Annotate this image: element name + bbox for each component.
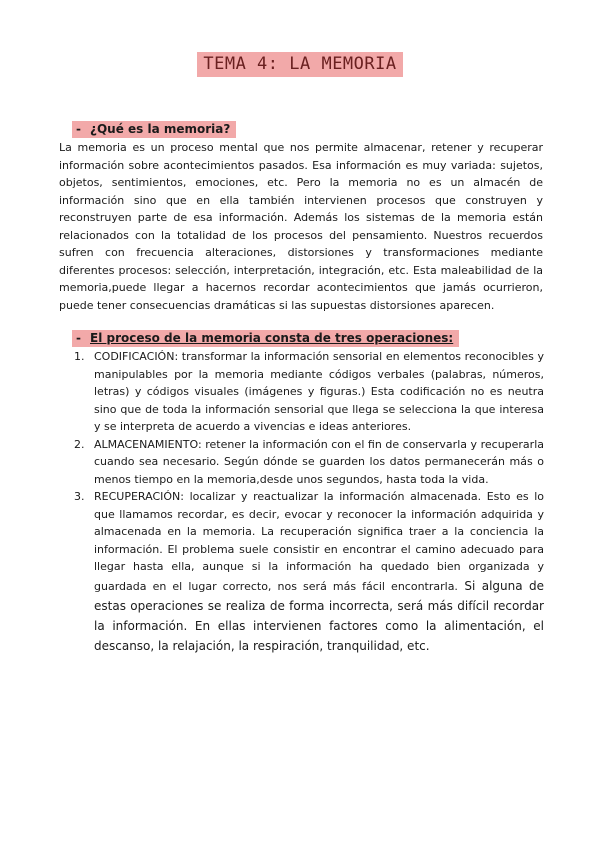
- list-item-number: 3.: [74, 490, 85, 503]
- section2-dash: -: [76, 331, 81, 345]
- list-item: [74, 488, 544, 656]
- list-item-number: 1.: [74, 350, 85, 363]
- list-item: [74, 436, 544, 489]
- list-item: [74, 348, 544, 436]
- list-item-text: RECUPERACIÓN: localizar y reactualizar la información almacenada. Esto es lo que llamamos recordar, es decir, evocar y reconocer la información adquirida y almacenada en la memoria. La recuperación significa traer a la conciencia la información. El problema suele consistir en encontrar el camino adecuado para llegar hasta ella, aunque si la información ha quedado bien organizada y guardada en el lugar correcto, nos será más fácil encontrarla.: [94, 490, 544, 593]
- list-item-number: 2.: [74, 437, 85, 451]
- list-item-text: ALMACENAMIENTO: retener la información con el fin de conservarla y recuperarla cuando sea necesario. Según dónde se guarden los datos permanecerán más o menos tiempo en la memoria,desde unos segundos, hasta toda la vida.: [94, 437, 544, 486]
- section2-heading: [72, 330, 459, 347]
- section1-body: La memoria es un proceso mental que nos permite almacenar, retener y recuperar información sobre acontecimientos pasados. Esa información es muy variada: sujetos, objetos, sentimientos, emociones, etc. Pero la memoria no es un almacén de información sino que en ella también intervienen procesos que construyen y reconstruyen parte de esa información. Además los sistemas de la memoria están relacionados con la totalidad de los procesos del pensamiento. Nuestros recuerdos sufren con frecuencia alteraciones, distorsiones y transformaciones mediante diferentes procesos: selección, interpretación, integración, etc. Esta maleabilidad de la memoria,puede llegar a hacernos recordar acontecimientos que jamás ocurrieron, puede tener consecuencias dramáticas si las supuestas distorsiones aparecen.: [59, 141, 543, 312]
- section1-heading: [72, 121, 236, 138]
- section1-heading-text: ¿Qué es la memoria?: [90, 122, 231, 136]
- section1-dash: -: [76, 122, 81, 136]
- list-item-text: CODIFICACIÓN: transformar la información sensorial en elementos reconocibles y manipulables por la memoria mediante códigos verbales (palabras, números, letras) y códigos visuales (imágenes y figuras.) Esta codificación no es neutra sino que de toda la información sensorial que llega se selecciona la que interesa y se interpreta de acuerdo a vivencias e ideas anteriores.: [94, 350, 544, 433]
- section2-heading-text: El proceso de la memoria consta de tres operaciones:: [90, 331, 454, 345]
- operations-list: [74, 348, 544, 656]
- page-title: TEMA 4: LA MEMORIA: [197, 52, 402, 77]
- list-item-tail-text: Si alguna de estas operaciones se realiza de forma incorrecta, será más difícil recordar la información. En ellas intervienen factores como la alimentación, el descanso, la relajación, la respiración, tranquilidad, etc.: [94, 578, 544, 653]
- title-wrap: [0, 52, 600, 77]
